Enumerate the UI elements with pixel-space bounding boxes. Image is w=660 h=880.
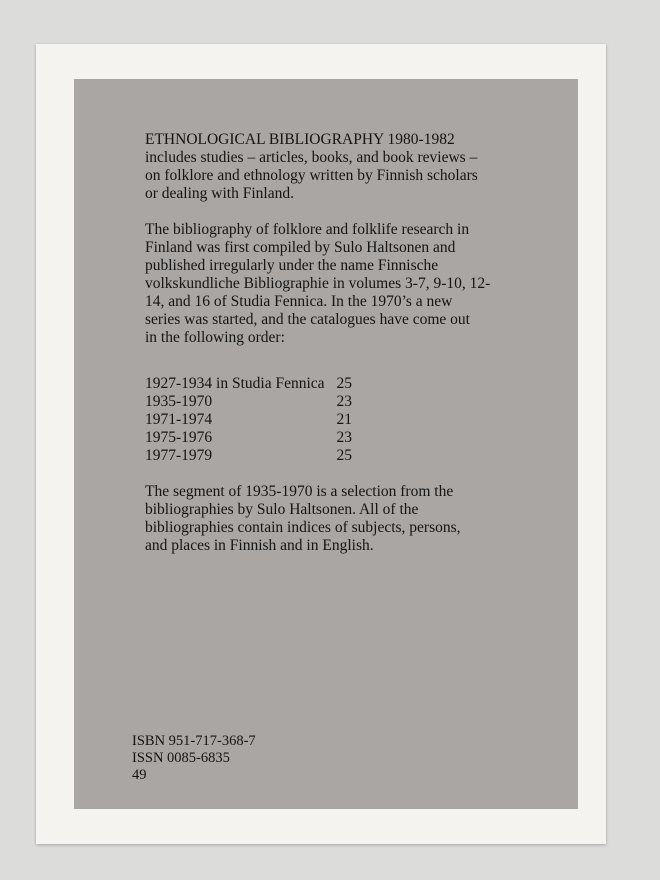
history-line: in the following order:	[145, 329, 285, 346]
catalogue-row	[145, 375, 352, 393]
segment-line: bibliographies by Sulo Haltsonen. All of the	[145, 501, 419, 518]
catalogue-period: 1977-1979	[145, 447, 213, 464]
series-number: 49	[132, 767, 147, 783]
history-line: 14, and 16 of Studia Fennica. In the 1970’s a new	[145, 293, 453, 310]
intro-heading: ETHNOLOGICAL BIBLIOGRAPHY 1980-1982	[145, 131, 455, 148]
intro-line: includes studies – articles, books, and book reviews –	[145, 149, 478, 166]
identifiers-block	[132, 733, 256, 784]
catalogue-table	[145, 375, 352, 465]
segment-line: and places in Finnish and in English.	[145, 537, 374, 554]
catalogue-volume: 21	[336, 411, 353, 428]
segment-paragraph	[145, 483, 535, 555]
catalogue-volume: 23	[336, 393, 353, 410]
catalogue-row	[145, 393, 352, 411]
isbn-number: ISBN 951-717-368-7	[132, 733, 256, 749]
catalogue-period: 1975-1976	[145, 429, 213, 446]
catalogue-volume: 25	[336, 375, 353, 392]
history-line: Finland was first compiled by Sulo Haltsonen and	[145, 239, 456, 256]
catalogue-row	[145, 447, 352, 465]
issn-number: ISSN 0085-6835	[132, 750, 230, 766]
catalogue-period: 1971-1974	[145, 411, 213, 428]
intro-paragraph	[145, 131, 535, 203]
history-line: series was started, and the catalogues have come out	[145, 311, 470, 328]
catalogue-row	[145, 411, 352, 429]
catalogue-row	[145, 429, 352, 447]
catalogue-period: 1927-1934 in Studia Fennica	[145, 375, 325, 392]
segment-line: bibliographies contain indices of subjects, persons,	[145, 519, 461, 536]
history-line: published irregularly under the name Finnische	[145, 257, 439, 274]
catalogue-volume: 23	[336, 429, 353, 446]
history-line: volkskundliche Bibliographie in volumes 3-7, 9-10, 12-	[145, 275, 491, 292]
segment-line: The segment of 1935-1970 is a selection from the	[145, 483, 454, 500]
intro-line: or dealing with Finland.	[145, 185, 294, 202]
catalogue-period: 1935-1970	[145, 393, 213, 410]
cover-text	[145, 131, 535, 555]
history-paragraph	[145, 221, 535, 347]
intro-line: on folklore and ethnology written by Finnish scholars	[145, 167, 478, 184]
history-line: The bibliography of folklore and folklife research in	[145, 221, 470, 238]
catalogue-volume: 25	[336, 447, 353, 464]
